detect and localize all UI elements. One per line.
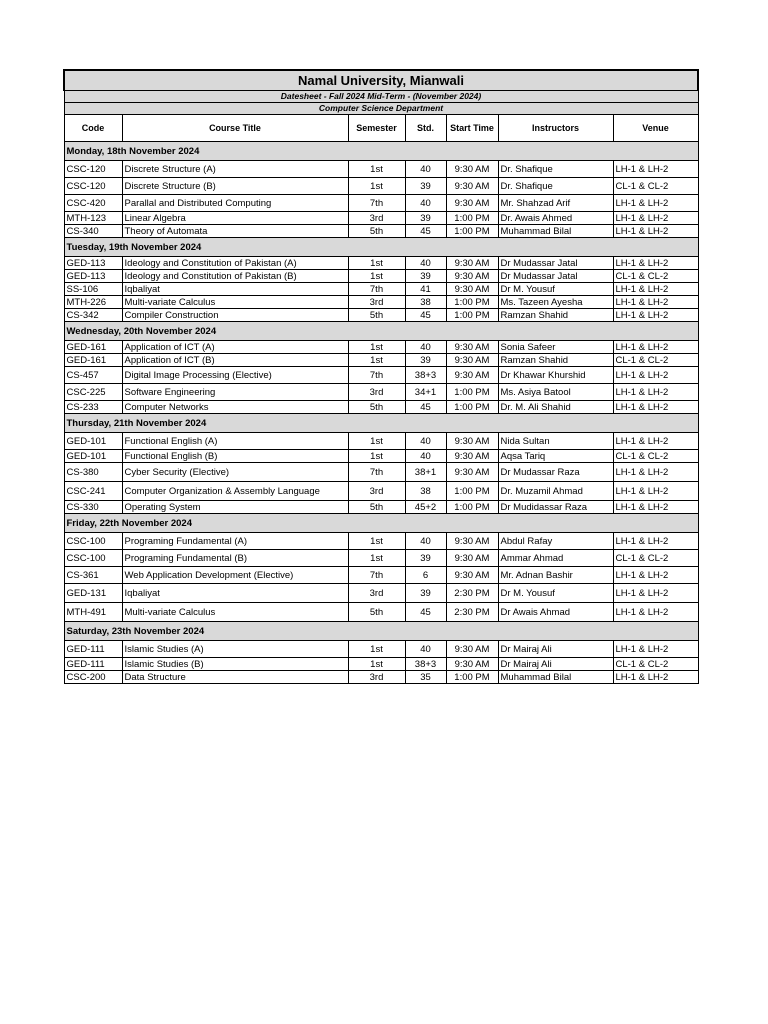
cell-std: 45 bbox=[405, 603, 446, 622]
cell-code: CS-342 bbox=[64, 309, 122, 322]
cell-start-time: 2:30 PM bbox=[446, 603, 498, 622]
table-row bbox=[64, 533, 698, 550]
cell-start-time: 9:30 AM bbox=[446, 433, 498, 450]
table-row bbox=[64, 401, 698, 414]
cell-std: 6 bbox=[405, 567, 446, 584]
table-row bbox=[64, 195, 698, 212]
cell-std: 38 bbox=[405, 482, 446, 501]
table-row bbox=[64, 433, 698, 450]
cell-instructor: Dr. Shafique bbox=[498, 161, 613, 178]
datesheet-subtitle: Datesheet - Fall 2024 Mid-Term - (November 2024) bbox=[64, 91, 698, 103]
cell-course-title: Islamic Studies (A) bbox=[122, 641, 348, 658]
cell-semester: 7th bbox=[348, 195, 405, 212]
cell-venue: LH-1 & LH-2 bbox=[613, 533, 698, 550]
cell-venue: CL-1 & CL-2 bbox=[613, 450, 698, 463]
cell-instructor: Dr Mudassar Jatal bbox=[498, 270, 613, 283]
cell-std: 40 bbox=[405, 450, 446, 463]
cell-course-title: Discrete Structure (B) bbox=[122, 178, 348, 195]
table-row bbox=[64, 584, 698, 603]
cell-venue: LH-1 & LH-2 bbox=[613, 641, 698, 658]
cell-start-time: 1:00 PM bbox=[446, 384, 498, 401]
day-label: Wednesday, 20th November 2024 bbox=[64, 322, 698, 341]
cell-code: CS-340 bbox=[64, 225, 122, 238]
cell-semester: 1st bbox=[348, 161, 405, 178]
cell-start-time: 1:00 PM bbox=[446, 212, 498, 225]
cell-course-title: Application of ICT (B) bbox=[122, 354, 348, 367]
cell-course-title: Operating System bbox=[122, 501, 348, 514]
day-header-row bbox=[64, 514, 698, 533]
cell-std: 38+3 bbox=[405, 658, 446, 671]
cell-code: CSC-120 bbox=[64, 161, 122, 178]
table-row bbox=[64, 257, 698, 270]
day-header-row bbox=[64, 142, 698, 161]
cell-course-title: Iqbaliyat bbox=[122, 283, 348, 296]
header-code: Code bbox=[64, 115, 122, 142]
cell-instructor: Ammar Ahmad bbox=[498, 550, 613, 567]
cell-std: 45+2 bbox=[405, 501, 446, 514]
cell-start-time: 9:30 AM bbox=[446, 257, 498, 270]
cell-instructor: Dr Mairaj Ali bbox=[498, 641, 613, 658]
cell-instructor: Muhammad Bilal bbox=[498, 671, 613, 684]
cell-instructor: Ms. Tazeen Ayesha bbox=[498, 296, 613, 309]
cell-semester: 1st bbox=[348, 533, 405, 550]
cell-semester: 1st bbox=[348, 450, 405, 463]
cell-std: 39 bbox=[405, 550, 446, 567]
day-label: Monday, 18th November 2024 bbox=[64, 142, 698, 161]
cell-instructor: Dr Mudidassar Raza bbox=[498, 501, 613, 514]
cell-code: CSC-100 bbox=[64, 550, 122, 567]
cell-std: 35 bbox=[405, 671, 446, 684]
cell-course-title: Theory of Automata bbox=[122, 225, 348, 238]
cell-instructor: Muhammad Bilal bbox=[498, 225, 613, 238]
cell-course-title: Compiler Construction bbox=[122, 309, 348, 322]
cell-venue: CL-1 & CL-2 bbox=[613, 354, 698, 367]
cell-start-time: 1:00 PM bbox=[446, 401, 498, 414]
cell-venue: CL-1 & CL-2 bbox=[613, 550, 698, 567]
cell-instructor: Dr. Awais Ahmed bbox=[498, 212, 613, 225]
cell-venue: LH-1 & LH-2 bbox=[613, 401, 698, 414]
cell-std: 45 bbox=[405, 401, 446, 414]
cell-semester: 3rd bbox=[348, 212, 405, 225]
cell-venue: CL-1 & CL-2 bbox=[613, 658, 698, 671]
cell-instructor: Ramzan Shahid bbox=[498, 309, 613, 322]
cell-venue: LH-1 & LH-2 bbox=[613, 195, 698, 212]
cell-venue: LH-1 & LH-2 bbox=[613, 341, 698, 354]
cell-venue: LH-1 & LH-2 bbox=[613, 161, 698, 178]
cell-code: MTH-491 bbox=[64, 603, 122, 622]
cell-std: 38 bbox=[405, 296, 446, 309]
cell-venue: LH-1 & LH-2 bbox=[613, 367, 698, 384]
cell-instructor: Nida Sultan bbox=[498, 433, 613, 450]
cell-std: 40 bbox=[405, 641, 446, 658]
header-semester: Semester bbox=[348, 115, 405, 142]
cell-course-title: Multi-variate Calculus bbox=[122, 296, 348, 309]
cell-start-time: 2:30 PM bbox=[446, 584, 498, 603]
cell-venue: CL-1 & CL-2 bbox=[613, 178, 698, 195]
table-row bbox=[64, 501, 698, 514]
cell-instructor: Dr Mairaj Ali bbox=[498, 658, 613, 671]
cell-instructor: Ms. Asiya Batool bbox=[498, 384, 613, 401]
subtitle-row bbox=[64, 91, 698, 103]
header-venue: Venue bbox=[613, 115, 698, 142]
cell-semester: 5th bbox=[348, 225, 405, 238]
cell-venue: LH-1 & LH-2 bbox=[613, 671, 698, 684]
cell-instructor: Sonia Safeer bbox=[498, 341, 613, 354]
table-row bbox=[64, 354, 698, 367]
cell-start-time: 1:00 PM bbox=[446, 309, 498, 322]
cell-code: GED-161 bbox=[64, 341, 122, 354]
cell-course-title: Islamic Studies (B) bbox=[122, 658, 348, 671]
cell-course-title: Digital Image Processing (Elective) bbox=[122, 367, 348, 384]
cell-start-time: 9:30 AM bbox=[446, 341, 498, 354]
cell-std: 40 bbox=[405, 195, 446, 212]
header-row bbox=[64, 115, 698, 142]
cell-semester: 3rd bbox=[348, 671, 405, 684]
cell-start-time: 9:30 AM bbox=[446, 283, 498, 296]
cell-venue: CL-1 & CL-2 bbox=[613, 270, 698, 283]
table-row bbox=[64, 212, 698, 225]
cell-code: GED-111 bbox=[64, 641, 122, 658]
cell-code: CS-457 bbox=[64, 367, 122, 384]
cell-start-time: 9:30 AM bbox=[446, 354, 498, 367]
cell-start-time: 9:30 AM bbox=[446, 463, 498, 482]
table-row bbox=[64, 341, 698, 354]
cell-venue: LH-1 & LH-2 bbox=[613, 482, 698, 501]
cell-std: 34+1 bbox=[405, 384, 446, 401]
cell-semester: 1st bbox=[348, 433, 405, 450]
cell-code: CSC-420 bbox=[64, 195, 122, 212]
cell-course-title: Web Application Development (Elective) bbox=[122, 567, 348, 584]
table-row bbox=[64, 641, 698, 658]
cell-instructor: Dr M. Yousuf bbox=[498, 283, 613, 296]
cell-std: 40 bbox=[405, 341, 446, 354]
day-header-row bbox=[64, 238, 698, 257]
cell-venue: LH-1 & LH-2 bbox=[613, 384, 698, 401]
cell-code: CS-233 bbox=[64, 401, 122, 414]
day-header-row bbox=[64, 322, 698, 341]
cell-course-title: Ideology and Constitution of Pakistan (A) bbox=[122, 257, 348, 270]
cell-std: 40 bbox=[405, 161, 446, 178]
table-row bbox=[64, 296, 698, 309]
cell-code: GED-113 bbox=[64, 270, 122, 283]
cell-std: 40 bbox=[405, 433, 446, 450]
cell-venue: LH-1 & LH-2 bbox=[613, 309, 698, 322]
cell-start-time: 9:30 AM bbox=[446, 450, 498, 463]
cell-instructor: Abdul Rafay bbox=[498, 533, 613, 550]
cell-course-title: Parallal and Distributed Computing bbox=[122, 195, 348, 212]
cell-std: 38+3 bbox=[405, 367, 446, 384]
table-row bbox=[64, 463, 698, 482]
cell-std: 40 bbox=[405, 257, 446, 270]
cell-code: CS-330 bbox=[64, 501, 122, 514]
cell-venue: LH-1 & LH-2 bbox=[613, 257, 698, 270]
table-row bbox=[64, 178, 698, 195]
cell-venue: LH-1 & LH-2 bbox=[613, 433, 698, 450]
cell-start-time: 9:30 AM bbox=[446, 161, 498, 178]
cell-instructor: Dr. Shafique bbox=[498, 178, 613, 195]
day-label: Saturday, 23th November 2024 bbox=[64, 622, 698, 641]
cell-std: 39 bbox=[405, 354, 446, 367]
cell-semester: 3rd bbox=[348, 584, 405, 603]
cell-instructor: Mr. Adnan Bashir bbox=[498, 567, 613, 584]
cell-std: 40 bbox=[405, 533, 446, 550]
cell-venue: LH-1 & LH-2 bbox=[613, 584, 698, 603]
cell-semester: 7th bbox=[348, 463, 405, 482]
cell-code: CSC-200 bbox=[64, 671, 122, 684]
cell-semester: 7th bbox=[348, 283, 405, 296]
cell-code: GED-101 bbox=[64, 433, 122, 450]
cell-course-title: Linear Algebra bbox=[122, 212, 348, 225]
cell-venue: LH-1 & LH-2 bbox=[613, 225, 698, 238]
cell-semester: 1st bbox=[348, 641, 405, 658]
table-row bbox=[64, 567, 698, 584]
cell-start-time: 9:30 AM bbox=[446, 367, 498, 384]
cell-course-title: Computer Networks bbox=[122, 401, 348, 414]
cell-std: 45 bbox=[405, 309, 446, 322]
table-row bbox=[64, 450, 698, 463]
cell-start-time: 9:30 AM bbox=[446, 550, 498, 567]
day-header-row bbox=[64, 622, 698, 641]
cell-course-title: Ideology and Constitution of Pakistan (B) bbox=[122, 270, 348, 283]
cell-std: 41 bbox=[405, 283, 446, 296]
cell-semester: 7th bbox=[348, 367, 405, 384]
cell-semester: 5th bbox=[348, 603, 405, 622]
cell-code: CSC-120 bbox=[64, 178, 122, 195]
title-row bbox=[64, 70, 698, 91]
cell-code: GED-113 bbox=[64, 257, 122, 270]
cell-code: CSC-225 bbox=[64, 384, 122, 401]
cell-course-title: Application of ICT (A) bbox=[122, 341, 348, 354]
day-label: Tuesday, 19th November 2024 bbox=[64, 238, 698, 257]
day-header-row bbox=[64, 414, 698, 433]
cell-code: CS-380 bbox=[64, 463, 122, 482]
cell-code: GED-161 bbox=[64, 354, 122, 367]
cell-venue: LH-1 & LH-2 bbox=[613, 501, 698, 514]
table-row bbox=[64, 603, 698, 622]
cell-instructor: Ramzan Shahid bbox=[498, 354, 613, 367]
table-row bbox=[64, 283, 698, 296]
cell-code: MTH-226 bbox=[64, 296, 122, 309]
cell-instructor: Dr. M. Ali Shahid bbox=[498, 401, 613, 414]
cell-semester: 7th bbox=[348, 567, 405, 584]
cell-semester: 3rd bbox=[348, 384, 405, 401]
cell-start-time: 9:30 AM bbox=[446, 658, 498, 671]
header-course-title: Course Title bbox=[122, 115, 348, 142]
cell-code: CS-361 bbox=[64, 567, 122, 584]
cell-venue: LH-1 & LH-2 bbox=[613, 212, 698, 225]
table-row bbox=[64, 671, 698, 684]
header-start-time: Start Time bbox=[446, 115, 498, 142]
cell-code: SS-106 bbox=[64, 283, 122, 296]
cell-start-time: 9:30 AM bbox=[446, 641, 498, 658]
cell-start-time: 9:30 AM bbox=[446, 178, 498, 195]
table-row bbox=[64, 270, 698, 283]
datesheet bbox=[63, 69, 697, 684]
cell-start-time: 1:00 PM bbox=[446, 482, 498, 501]
cell-code: GED-131 bbox=[64, 584, 122, 603]
day-label: Thursday, 21th November 2024 bbox=[64, 414, 698, 433]
cell-start-time: 1:00 PM bbox=[446, 296, 498, 309]
cell-semester: 3rd bbox=[348, 482, 405, 501]
cell-course-title: Software Engineering bbox=[122, 384, 348, 401]
cell-start-time: 9:30 AM bbox=[446, 195, 498, 212]
cell-course-title: Computer Organization & Assembly Language bbox=[122, 482, 348, 501]
table-row bbox=[64, 384, 698, 401]
cell-venue: LH-1 & LH-2 bbox=[613, 567, 698, 584]
cell-venue: LH-1 & LH-2 bbox=[613, 296, 698, 309]
cell-course-title: Discrete Structure (A) bbox=[122, 161, 348, 178]
cell-semester: 1st bbox=[348, 354, 405, 367]
cell-start-time: 1:00 PM bbox=[446, 225, 498, 238]
cell-semester: 5th bbox=[348, 501, 405, 514]
cell-semester: 5th bbox=[348, 309, 405, 322]
cell-code: GED-111 bbox=[64, 658, 122, 671]
cell-semester: 1st bbox=[348, 178, 405, 195]
header-instructors: Instructors bbox=[498, 115, 613, 142]
cell-start-time: 9:30 AM bbox=[446, 533, 498, 550]
cell-code: CSC-100 bbox=[64, 533, 122, 550]
cell-course-title: Programing Fundamental (B) bbox=[122, 550, 348, 567]
table-row bbox=[64, 367, 698, 384]
cell-instructor: Dr Mudassar Raza bbox=[498, 463, 613, 482]
cell-venue: LH-1 & LH-2 bbox=[613, 603, 698, 622]
cell-start-time: 9:30 AM bbox=[446, 270, 498, 283]
header-std: Std. bbox=[405, 115, 446, 142]
cell-course-title: Iqbaliyat bbox=[122, 584, 348, 603]
cell-course-title: Multi-variate Calculus bbox=[122, 603, 348, 622]
cell-std: 39 bbox=[405, 178, 446, 195]
cell-std: 39 bbox=[405, 584, 446, 603]
cell-venue: LH-1 & LH-2 bbox=[613, 463, 698, 482]
cell-instructor: Dr M. Yousuf bbox=[498, 584, 613, 603]
table-row bbox=[64, 161, 698, 178]
cell-semester: 1st bbox=[348, 658, 405, 671]
day-label: Friday, 22th November 2024 bbox=[64, 514, 698, 533]
cell-course-title: Programing Fundamental (A) bbox=[122, 533, 348, 550]
cell-course-title: Data Structure bbox=[122, 671, 348, 684]
cell-course-title: Cyber Security (Elective) bbox=[122, 463, 348, 482]
cell-course-title: Functional English (B) bbox=[122, 450, 348, 463]
cell-venue: LH-1 & LH-2 bbox=[613, 283, 698, 296]
table-row bbox=[64, 309, 698, 322]
cell-semester: 1st bbox=[348, 341, 405, 354]
cell-instructor: Dr Awais Ahmad bbox=[498, 603, 613, 622]
cell-instructor: Aqsa Tariq bbox=[498, 450, 613, 463]
cell-std: 39 bbox=[405, 212, 446, 225]
datesheet-table bbox=[63, 69, 699, 684]
cell-std: 39 bbox=[405, 270, 446, 283]
cell-instructor: Dr Khawar Khurshid bbox=[498, 367, 613, 384]
cell-code: MTH-123 bbox=[64, 212, 122, 225]
cell-semester: 1st bbox=[348, 270, 405, 283]
cell-semester: 1st bbox=[348, 550, 405, 567]
table-row bbox=[64, 550, 698, 567]
cell-start-time: 1:00 PM bbox=[446, 501, 498, 514]
cell-semester: 5th bbox=[348, 401, 405, 414]
department-name: Computer Science Department bbox=[64, 103, 698, 115]
cell-instructor: Dr. Muzamil Ahmad bbox=[498, 482, 613, 501]
table-row bbox=[64, 225, 698, 238]
cell-start-time: 1:00 PM bbox=[446, 671, 498, 684]
cell-std: 45 bbox=[405, 225, 446, 238]
cell-semester: 1st bbox=[348, 257, 405, 270]
cell-semester: 3rd bbox=[348, 296, 405, 309]
cell-instructor: Dr Mudassar Jatal bbox=[498, 257, 613, 270]
cell-code: GED-101 bbox=[64, 450, 122, 463]
cell-instructor: Mr. Shahzad Arif bbox=[498, 195, 613, 212]
table-row bbox=[64, 658, 698, 671]
cell-start-time: 9:30 AM bbox=[446, 567, 498, 584]
cell-code: CSC-241 bbox=[64, 482, 122, 501]
department-row bbox=[64, 103, 698, 115]
cell-std: 38+1 bbox=[405, 463, 446, 482]
cell-course-title: Functional English (A) bbox=[122, 433, 348, 450]
table-row bbox=[64, 482, 698, 501]
university-title: Namal University, Mianwali bbox=[64, 70, 698, 91]
